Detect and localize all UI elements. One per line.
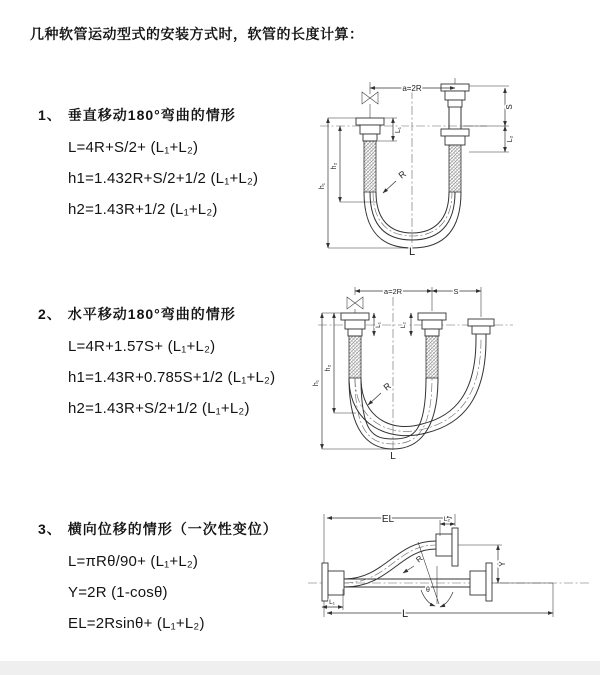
dim-top-span	[355, 287, 481, 317]
formula-line: L=πRθ/90+ (L₁+L₂)	[68, 553, 199, 570]
diagram-lateral-displacement	[300, 500, 600, 650]
radius-label: R	[396, 168, 408, 181]
section-number: 3、	[38, 521, 62, 537]
angle-label-theta: θ	[426, 587, 430, 594]
dim-label-l1: L₁	[395, 126, 402, 134]
formula-line: h2=1.43R+1/2 (L₁+L₂)	[68, 201, 218, 218]
page-title: 几种软管运动型式的安装方式时，软管的长度计算：	[30, 26, 364, 42]
dim-l2	[469, 126, 514, 152]
radius-callout	[383, 168, 408, 193]
right-fitting-lower	[441, 129, 469, 192]
diagram-horizontal-180-bend	[308, 283, 598, 461]
dim-l1	[374, 313, 382, 336]
section-heading	[38, 519, 278, 539]
section-number: 1、	[38, 107, 62, 123]
formula-line: Y=2R (1-cosθ)	[68, 584, 168, 601]
hose-u-bend-position1	[349, 378, 438, 449]
section-title: 横向位移的情形（一次性变位）	[67, 521, 278, 537]
section-heading	[38, 105, 258, 125]
formula-line: L=4R+S/2+ (L₁+L₂)	[68, 139, 199, 156]
dim-label-a2r: a=2R	[402, 84, 422, 93]
hose-centerline-arc	[373, 192, 452, 236]
dim-l2	[400, 313, 411, 336]
dim-label-h2: h₂	[331, 162, 338, 170]
formula-line: h1=1.432R+S/2+1/2 (L₁+L₂)	[68, 170, 259, 187]
left-fitting	[322, 563, 344, 601]
page-bottom-margin	[0, 661, 600, 675]
valve-icon	[347, 297, 363, 313]
middle-fitting	[418, 313, 446, 378]
dim-label-l: L	[401, 608, 409, 620]
dim-label-l2: L₂	[443, 516, 451, 523]
hose-s-curve-position	[344, 541, 436, 587]
length-label: L	[408, 246, 416, 256]
formula-line: h2=1.43R+S/2+1/2 (L₁+L₂)	[68, 400, 250, 417]
right-fitting	[468, 319, 494, 339]
braid-section	[449, 145, 461, 192]
formula-line: h1=1.43R+0.785S+1/2 (L₁+L₂)	[68, 369, 276, 386]
dim-s	[432, 287, 481, 296]
radius-label: R	[381, 380, 393, 393]
braid-section	[349, 336, 361, 378]
hose-centerline-arc-2	[355, 339, 481, 431]
hose-u-bend-position2	[349, 339, 486, 436]
dim-label-l2: L₂	[507, 135, 514, 143]
dim-label-l1: L₁	[375, 322, 382, 328]
dim-label-h1: h₁	[319, 182, 326, 190]
braid-section	[364, 141, 376, 192]
section-heading	[38, 304, 275, 324]
dim-label-h1: h₁	[313, 379, 320, 387]
dim-label-y: Y	[498, 561, 507, 567]
dim-label-s: S	[453, 287, 459, 296]
section-vertical-movement	[38, 105, 258, 218]
radius-label: R	[414, 553, 425, 565]
formula-line: L=4R+1.57S+ (L₁+L₂)	[68, 338, 216, 355]
dim-s	[462, 86, 514, 126]
section-title: 水平移动180°弯曲的情形	[67, 306, 236, 322]
hose-u-bend	[364, 192, 461, 248]
right-fitting-upper	[441, 84, 469, 129]
valve-icon	[362, 92, 378, 118]
section-horizontal-movement	[38, 304, 275, 417]
dim-label-a2r: a=2R	[383, 287, 403, 296]
section-title: 垂直移动180°弯曲的情形	[67, 107, 236, 123]
diagram-vertical-180-bend	[312, 74, 592, 256]
dim-el	[324, 514, 455, 563]
right-upper-fitting	[436, 528, 458, 566]
left-fitting	[356, 118, 384, 192]
dim-label-l1: L₁	[329, 599, 335, 606]
section-number: 2、	[38, 306, 62, 322]
dim-label-s: S	[505, 104, 514, 110]
dim-l	[324, 583, 553, 620]
dim-label-el: EL	[381, 514, 395, 525]
formula-line: EL=2Rsinθ+ (L₁+L₂)	[68, 615, 205, 632]
left-fitting	[341, 313, 369, 378]
centerlines	[320, 90, 487, 252]
right-lower-fitting	[470, 563, 492, 601]
radius-callout	[368, 380, 393, 405]
radius-callout	[403, 554, 425, 573]
section-lateral-displacement	[38, 519, 278, 632]
length-label: L	[390, 451, 396, 461]
dim-label-h2: h₂	[325, 364, 332, 372]
dim-label-l2: L₂	[400, 321, 407, 329]
braid-section	[426, 336, 438, 378]
